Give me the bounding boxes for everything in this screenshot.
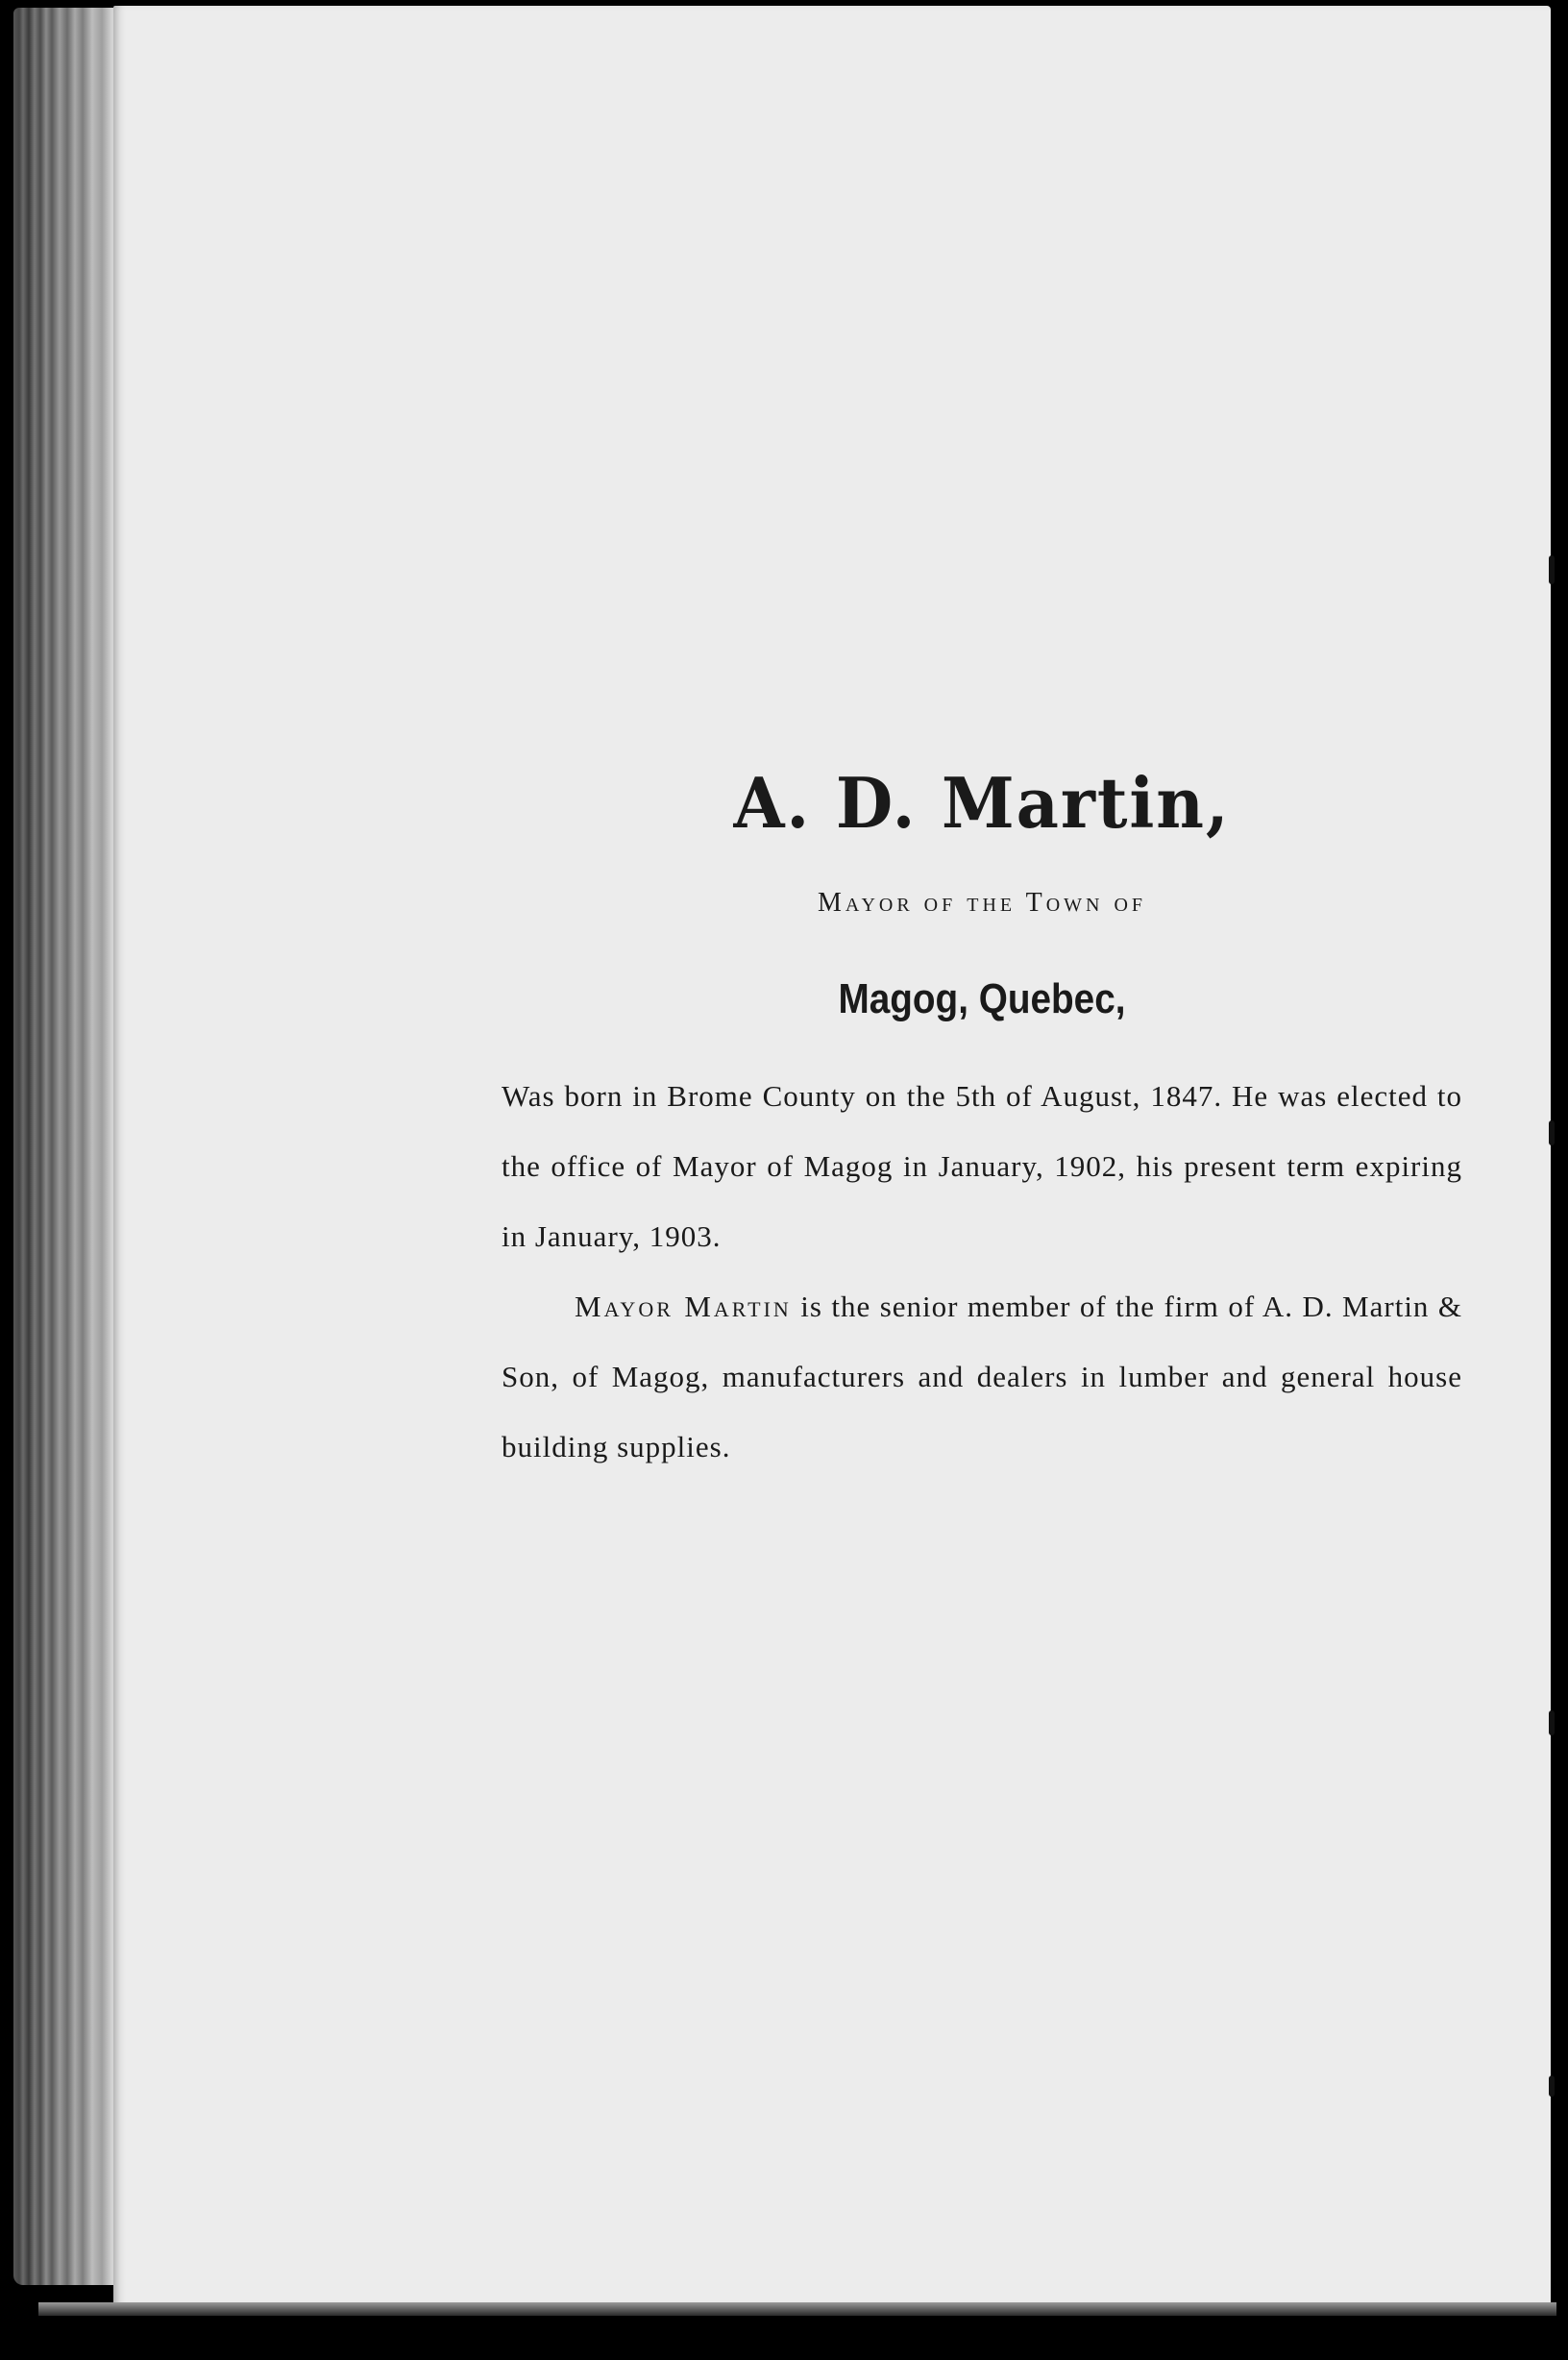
book-page bbox=[113, 6, 1551, 2312]
edge-mark bbox=[1549, 1710, 1555, 1735]
body-paragraph-1: Was born in Brome County on the 5th of August, 1847. He was elected to the office of Mayor of Magog in January, 1902, his present term expiring in January, 1903. bbox=[502, 1079, 1462, 1253]
page-content bbox=[502, 755, 1462, 1482]
page-subtitle: Mayor of the Town of bbox=[817, 888, 1147, 918]
edge-mark bbox=[1549, 555, 1555, 584]
paragraph-lead-smallcaps: Mayor Martin bbox=[575, 1290, 792, 1323]
page-heading-name: A. D. Martin, bbox=[733, 762, 1231, 844]
edge-mark bbox=[1549, 2076, 1555, 2097]
book-page-edges bbox=[13, 8, 121, 2285]
paragraph-2-text: is the senior member of the firm of A. D. Martin & Son, of Magog, manufacturers and dealers in lumber and general house building supplies. bbox=[502, 1290, 1462, 1463]
page-bottom-shadow bbox=[38, 2302, 1556, 2316]
place-heading: Magog, Quebec, bbox=[838, 975, 1126, 1022]
edge-mark bbox=[1549, 1120, 1555, 1145]
body-paragraph-2 bbox=[502, 1271, 1462, 1482]
